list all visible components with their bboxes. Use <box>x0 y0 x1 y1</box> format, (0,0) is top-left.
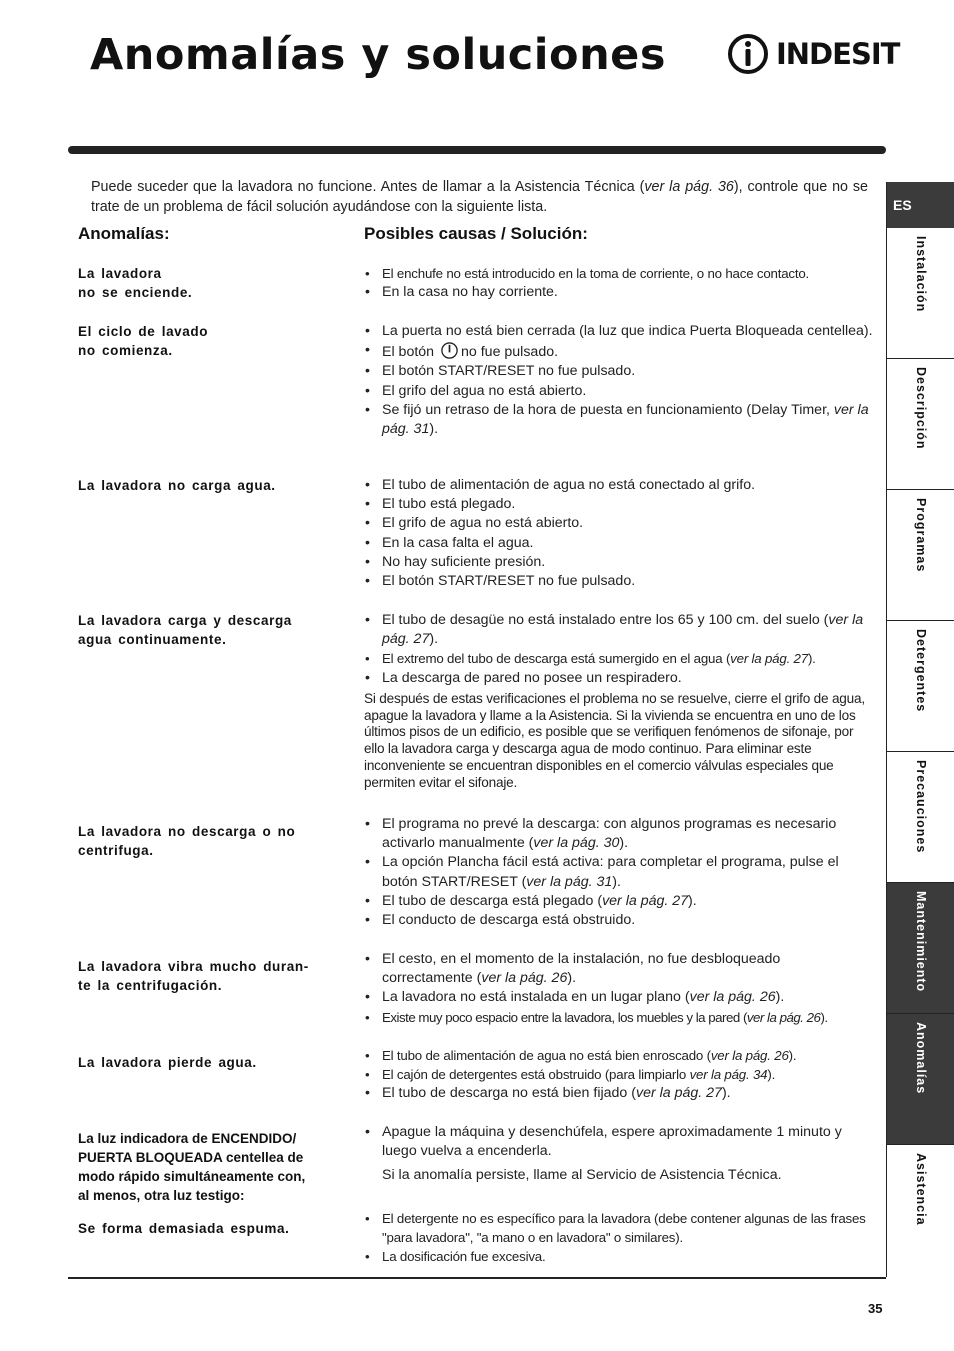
list-item: • No hay suficiente presión. <box>364 553 874 572</box>
list-item: • Existe muy poco espacio entre la lavadora, los muebles y la pared (ver la pág. 26). <box>364 1008 874 1027</box>
anomaly-no-power: La lavadora no se enciende. <box>78 266 193 300</box>
list-item: • El tubo de descarga está plegado (ver la pág. 27). <box>364 892 874 911</box>
intro-text: Puede suceder que la lavadora no funcione. Antes de llamar a la Asistencia Técnica (ver la pág. 36), controle que no se trate de un problema de fácil solución ayudándose con la siguiente lista. <box>91 179 868 215</box>
solutions-vibration <box>364 950 874 1027</box>
language-badge: ES <box>887 182 954 228</box>
anomaly-excess-foam: Se forma demasiada espuma. <box>78 1221 290 1236</box>
anomaly-no-water-intake: La lavadora no carga agua. <box>78 478 276 493</box>
header-rule <box>68 146 886 154</box>
sidebar-tab-instalacion[interactable]: Instalación <box>887 228 954 359</box>
solutions-no-water-intake <box>364 476 874 591</box>
list-item: • El cesto, en el momento de la instalación, no fue desbloqueado correctamente (ver la pág. 26). <box>364 950 874 988</box>
list-item: • En la casa falta el agua. <box>364 534 874 553</box>
list-item: • El tubo está plegado. <box>364 495 874 514</box>
persist-note: Si la anomalía persiste, llame al Servicio de Asistencia Técnica. <box>382 1167 782 1183</box>
indesit-logo <box>726 32 899 76</box>
list-item: • El grifo del agua no está abierto. <box>364 382 874 401</box>
anomalies-header: Anomalías: <box>78 224 170 243</box>
list-item: • El tubo de alimentación de agua no está bien enroscado (ver la pág. 26). <box>364 1046 874 1065</box>
page-title: Anomalías y soluciones <box>90 30 666 80</box>
sidebar-tab-mantenimiento[interactable]: Mantenimiento <box>887 883 954 1014</box>
list-item: • El cajón de detergentes está obstruido (para limpiarlo ver la pág. 34). <box>364 1065 874 1084</box>
anomaly-no-drain-spin: La lavadora no descarga o no centrifuga. <box>78 824 296 858</box>
list-item: • El tubo de desagüe no está instalado entre los 65 y 100 cm. del suelo (ver la pág. 27). <box>364 611 874 649</box>
sidebar-tab-asistencia[interactable]: Asistencia <box>914 1153 928 1226</box>
solutions-no-drain-spin <box>364 815 874 930</box>
sidebar-tab-descripcion[interactable]: Descripción <box>887 359 954 490</box>
sidebar-tab-precauciones[interactable]: Precauciones <box>887 752 954 883</box>
list-item: • Se fijó un retraso de la hora de puesta en funcionamiento (Delay Timer, ver la pág. 31). <box>364 401 874 439</box>
list-item: • El conducto de descarga está obstruido. <box>364 911 874 930</box>
list-item: • En la casa no hay corriente. <box>364 283 874 302</box>
anomaly-flashing-lights: La luz indicadora de ENCENDIDO/ PUERTA BLOQUEADA centellea de modo rápido simultáneamente con, al menos, otra luz testigo: <box>78 1131 306 1203</box>
power-logo-icon <box>726 32 770 76</box>
page-number: 35 <box>868 1301 883 1316</box>
list-item: • Apague la máquina y desenchúfela, espere aproximadamente 1 minuto y luego vuelva a encenderla. <box>364 1123 874 1161</box>
solutions-no-power <box>364 264 874 302</box>
anomaly-continuous-fill-drain: La lavadora carga y descarga agua continuamente. <box>78 613 292 647</box>
list-item: • El grifo de agua no está abierto. <box>364 514 874 533</box>
siphon-paragraph: Si después de estas verificaciones el problema no se resuelve, cierre el grifo de agua, apague la lavadora y llame a la Asistencia. Si la vivienda se encuentra en uno de los últimos pisos de un edificio, es posible que se verifiquen fenómenos de sifonaje, por ello la lavadora carga y descarga agua de modo continuo. Para eliminar este inconveniente se encuentran disponibles en el comercio válvulas especiales que permiten evitar el sifonaje. <box>364 691 865 790</box>
list-item: • El botón no fue pulsado. <box>364 341 874 362</box>
sidebar-tab-anomalias[interactable]: Anomalías <box>887 1014 954 1145</box>
list-item: • El tubo de alimentación de agua no está conectado al grifo. <box>364 476 874 495</box>
list-item: • El programa no prevé la descarga: con algunos programas es necesario activarlo manualmente (ver la pág. 30). <box>364 815 874 853</box>
power-button-icon <box>440 341 459 360</box>
anomaly-vibration: La lavadora vibra mucho duran- te la centrifugación. <box>78 959 309 993</box>
list-item: • El detergente no es específico para la lavadora (debe contener algunas de las frases "para lavadora", "a mano o en lavadora" o similares). <box>364 1209 874 1247</box>
list-item: • La puerta no está bien cerrada (la luz que indica Puerta Bloqueada centellea). <box>364 322 874 341</box>
solutions-flashing-lights <box>364 1123 874 1161</box>
solutions-water-leak <box>364 1046 874 1104</box>
list-item: • La descarga de pared no posee un respiradero. <box>364 669 874 688</box>
list-item: • La opción Plancha fácil está activa: para completar el programa, pulse el botón START/RESET (ver la pág. 31). <box>364 853 874 891</box>
list-item: • La dosificación fue excesiva. <box>364 1247 874 1266</box>
anomaly-cycle-not-starting: El ciclo de lavado no comienza. <box>78 324 209 358</box>
list-item: • El botón START/RESET no fue pulsado. <box>364 362 874 381</box>
list-item: • El tubo de descarga no está bien fijado (ver la pág. 27). <box>364 1084 874 1103</box>
sidebar-tab-detergentes[interactable]: Detergentes <box>887 621 954 752</box>
solutions-continuous-fill-drain <box>364 611 874 688</box>
section-sidebar <box>886 182 954 1277</box>
list-item: • El extremo del tubo de descarga está sumergido en el agua (ver la pág. 27). <box>364 649 874 668</box>
list-item: • El enchufe no está introducido en la toma de corriente, o no hace contacto. <box>364 264 874 283</box>
anomaly-water-leak: La lavadora pierde agua. <box>78 1055 257 1070</box>
sidebar-tab-programas[interactable]: Programas <box>887 490 954 621</box>
brand-name: INDESIT <box>776 37 900 71</box>
footer-rule <box>68 1277 886 1279</box>
list-item: • La lavadora no está instalada en un lugar plano (ver la pág. 26). <box>364 988 874 1007</box>
list-item: • El botón START/RESET no fue pulsado. <box>364 572 874 591</box>
solutions-cycle-not-starting <box>364 322 874 439</box>
solutions-excess-foam <box>364 1209 874 1267</box>
solutions-header: Posibles causas / Solución: <box>364 224 588 243</box>
